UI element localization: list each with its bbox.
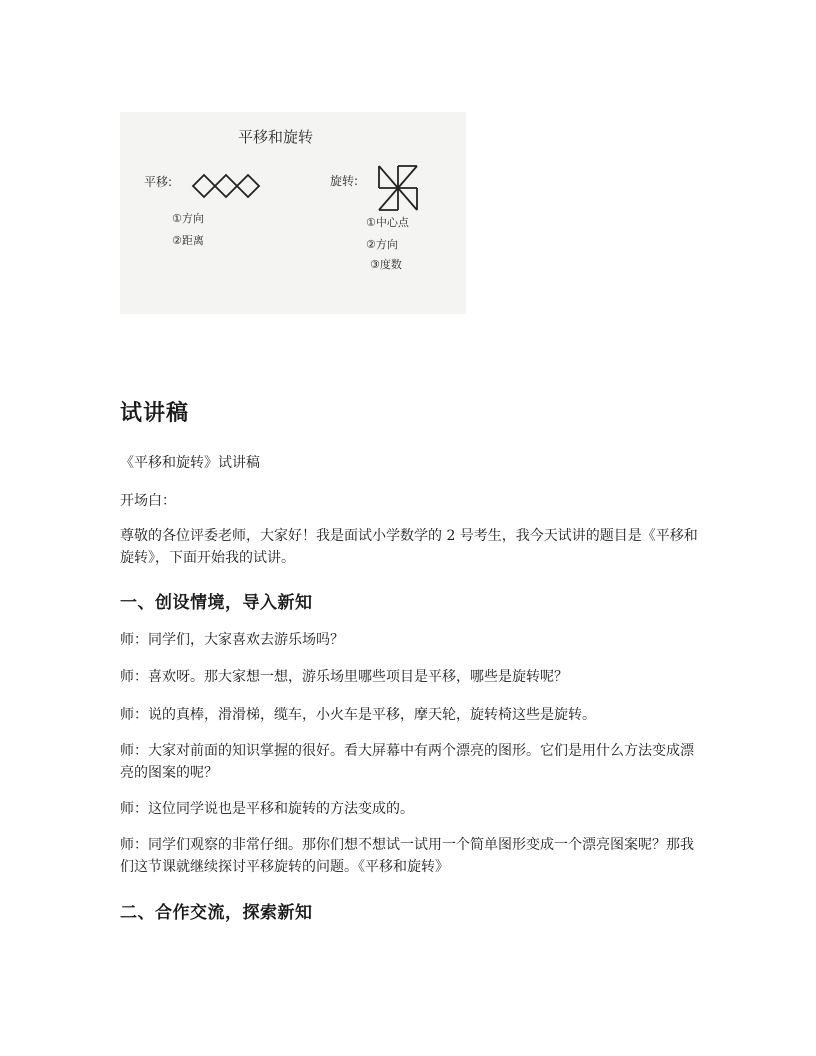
rotation-point-2: ②方向: [366, 238, 398, 251]
translation-point-2: ②距离: [172, 234, 204, 247]
opening-label: 开场白：: [120, 493, 176, 509]
translation-label: 平移:: [144, 175, 173, 189]
paragraph-1: 师：同学们，大家喜欢去游乐场吗？: [120, 632, 344, 648]
whiteboard-photo: [120, 112, 466, 314]
opening-text: 尊敬的各位评委老师，大家好！我是面试小学数学的 2 号考生，我今天试讲的题目是《平移和旋转》，下面开始我的试讲。: [120, 528, 698, 566]
pinwheel-icon: [379, 166, 417, 210]
rotation-point-1: ①中心点: [366, 216, 409, 229]
document-heading: 试讲稿: [120, 401, 190, 426]
paragraph-4: 师：大家对前面的知识掌握的很好。看大屏幕中有两个漂亮的图形。它们是用什么方法变成漂亮的图案的呢？: [120, 743, 694, 781]
whiteboard-title: 平移和旋转: [238, 128, 314, 146]
section-2-title: 二、合作交流，探索新知: [120, 903, 313, 923]
paragraph-5: 师：这位同学说也是平移和旋转的方法变成的。: [120, 801, 414, 817]
paragraph-3: 师：说的真棒，滑滑梯，缆车，小火车是平移，摩天轮，旋转椅这些是旋转。: [120, 707, 596, 723]
rotation-point-3: ③度数: [370, 258, 402, 271]
section-1-title: 一、创设情境，导入新知: [120, 593, 313, 613]
document-subtitle: 《平移和旋转》试讲稿: [120, 455, 260, 471]
paragraph-2: 师：喜欢呀。那大家想一想，游乐场里哪些项目是平移，哪些是旋转呢？: [120, 669, 568, 685]
translation-diamonds-icon: [193, 175, 259, 197]
translation-point-1: ①方向: [172, 212, 204, 225]
paragraph-6: 师：同学们观察的非常仔细。那你们想不想试一试用一个简单图形变成一个漂亮图案呢？那我们这节课就继续探讨平移旋转的问题。《平移和旋转》: [120, 837, 694, 875]
rotation-label: 旋转:: [330, 174, 359, 188]
